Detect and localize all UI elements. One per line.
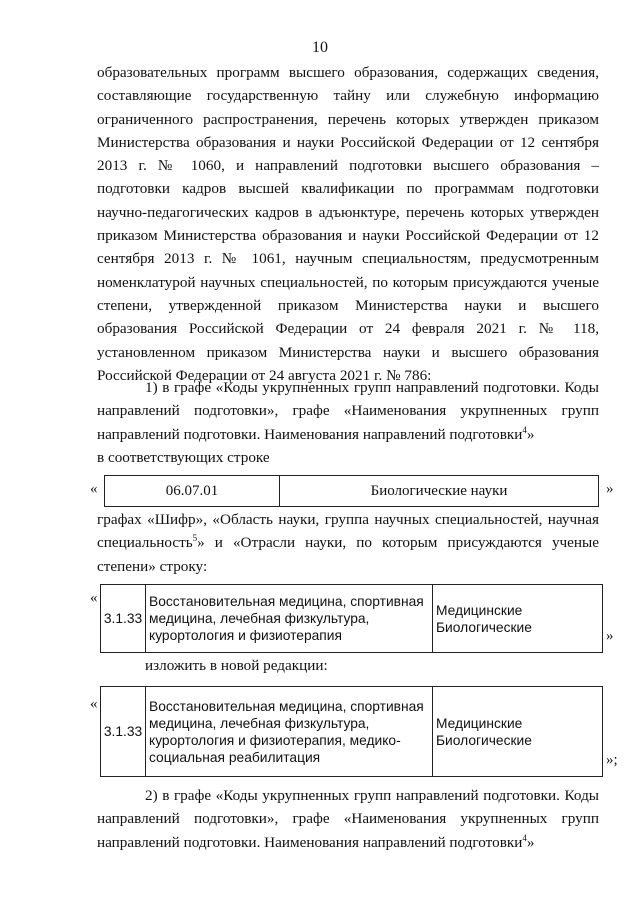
quote-open: «: [90, 481, 98, 497]
item1-text: 1) в графе «Коды укрупненных групп направлений подготовки. Коды направлений подготовки», графе «Наименования укрупненных групп направлений подготовки. Наименования направлений подготовки: [97, 379, 599, 443]
paragraph-grafah: [97, 508, 599, 578]
paragraph-item-1: [97, 376, 599, 469]
branch-item: Биологические: [436, 732, 532, 748]
quote-close-semicolon: »;: [606, 752, 618, 768]
quote-open: «: [90, 696, 98, 712]
item2-text-end: »: [526, 833, 535, 851]
branch-item: Биологические: [436, 619, 532, 635]
page-number: 10: [312, 39, 328, 56]
branches-cell: [433, 585, 603, 653]
branch-item: Медицинские: [436, 715, 523, 731]
table-row-old-1: [104, 475, 599, 507]
item1-text-end: »: [526, 425, 535, 443]
code-cell: 06.07.01: [105, 476, 280, 507]
paragraph-intro: образовательных программ высшего образования, содержащих сведения, составляющие государственную тайну или служебную информацию ограниченного распространения, перечень которых утвержден приказом Министерства образования и науки Российской Федерации от 12 сентября 2013 г. № 1060, и направлений подготовки высшего образования – подготовки кадров высшей квалификации по программам подготовки научно-педагогических кадров в адъюнктуре, перечень которых утвержден приказом Министерства образования и науки Российской Федерации от 12 сентября 2013 г. № 1061, научным специальностям, предусмотренным номенклатурой научных специальностей, по которым присуждаются ученые степени, утвержденной приказом Министерства науки и высшего образования Российской Федерации от 24 февраля 2021 г. № 118, установленном приказом Министерства науки и высшего образования Российской Федерации от 24 августа 2021 г. № 786:: [97, 64, 599, 384]
branch-item: Медицинские: [436, 602, 523, 618]
branches-cell: [433, 687, 603, 777]
name-cell: Биологические науки: [280, 476, 599, 507]
table-row-old-2: [100, 584, 603, 653]
code-cell: 3.1.33: [101, 585, 146, 653]
footnote-ref: 4: [522, 424, 527, 435]
grafah-text-b: » и «Отрасли науки, по которым присуждаются ученые степени» строку:: [97, 534, 599, 575]
footnote-ref: 5: [192, 533, 198, 544]
paragraph-item-2: [97, 784, 599, 854]
quote-close: »: [606, 481, 614, 497]
footnote-ref: 4: [522, 832, 527, 843]
item1-text2: в соответствующих строке: [97, 448, 270, 466]
table-row-new: [100, 686, 603, 777]
quote-close: »: [606, 628, 614, 644]
new-edition-label: изложить в новой редакции:: [145, 657, 328, 674]
quote-open: «: [90, 590, 98, 606]
code-cell: 3.1.33: [101, 687, 146, 777]
grafah-text-a: графах «Шифр», «Область науки, группа научных специальностей, научная специальность: [97, 511, 599, 552]
name-cell: Восстановительная медицина, спортивная медицина, лечебная физкультура, курортология и физиотерапия, медико-социальная реабилитация: [146, 687, 433, 777]
name-cell: Восстановительная медицина, спортивная медицина, лечебная физкультура, курортология и физиотерапия: [146, 585, 433, 653]
item2-text: 2) в графе «Коды укрупненных групп направлений подготовки. Коды направлений подготовки», графе «Наименования укрупненных групп направлений подготовки. Наименования направлений подготовки: [97, 787, 599, 851]
